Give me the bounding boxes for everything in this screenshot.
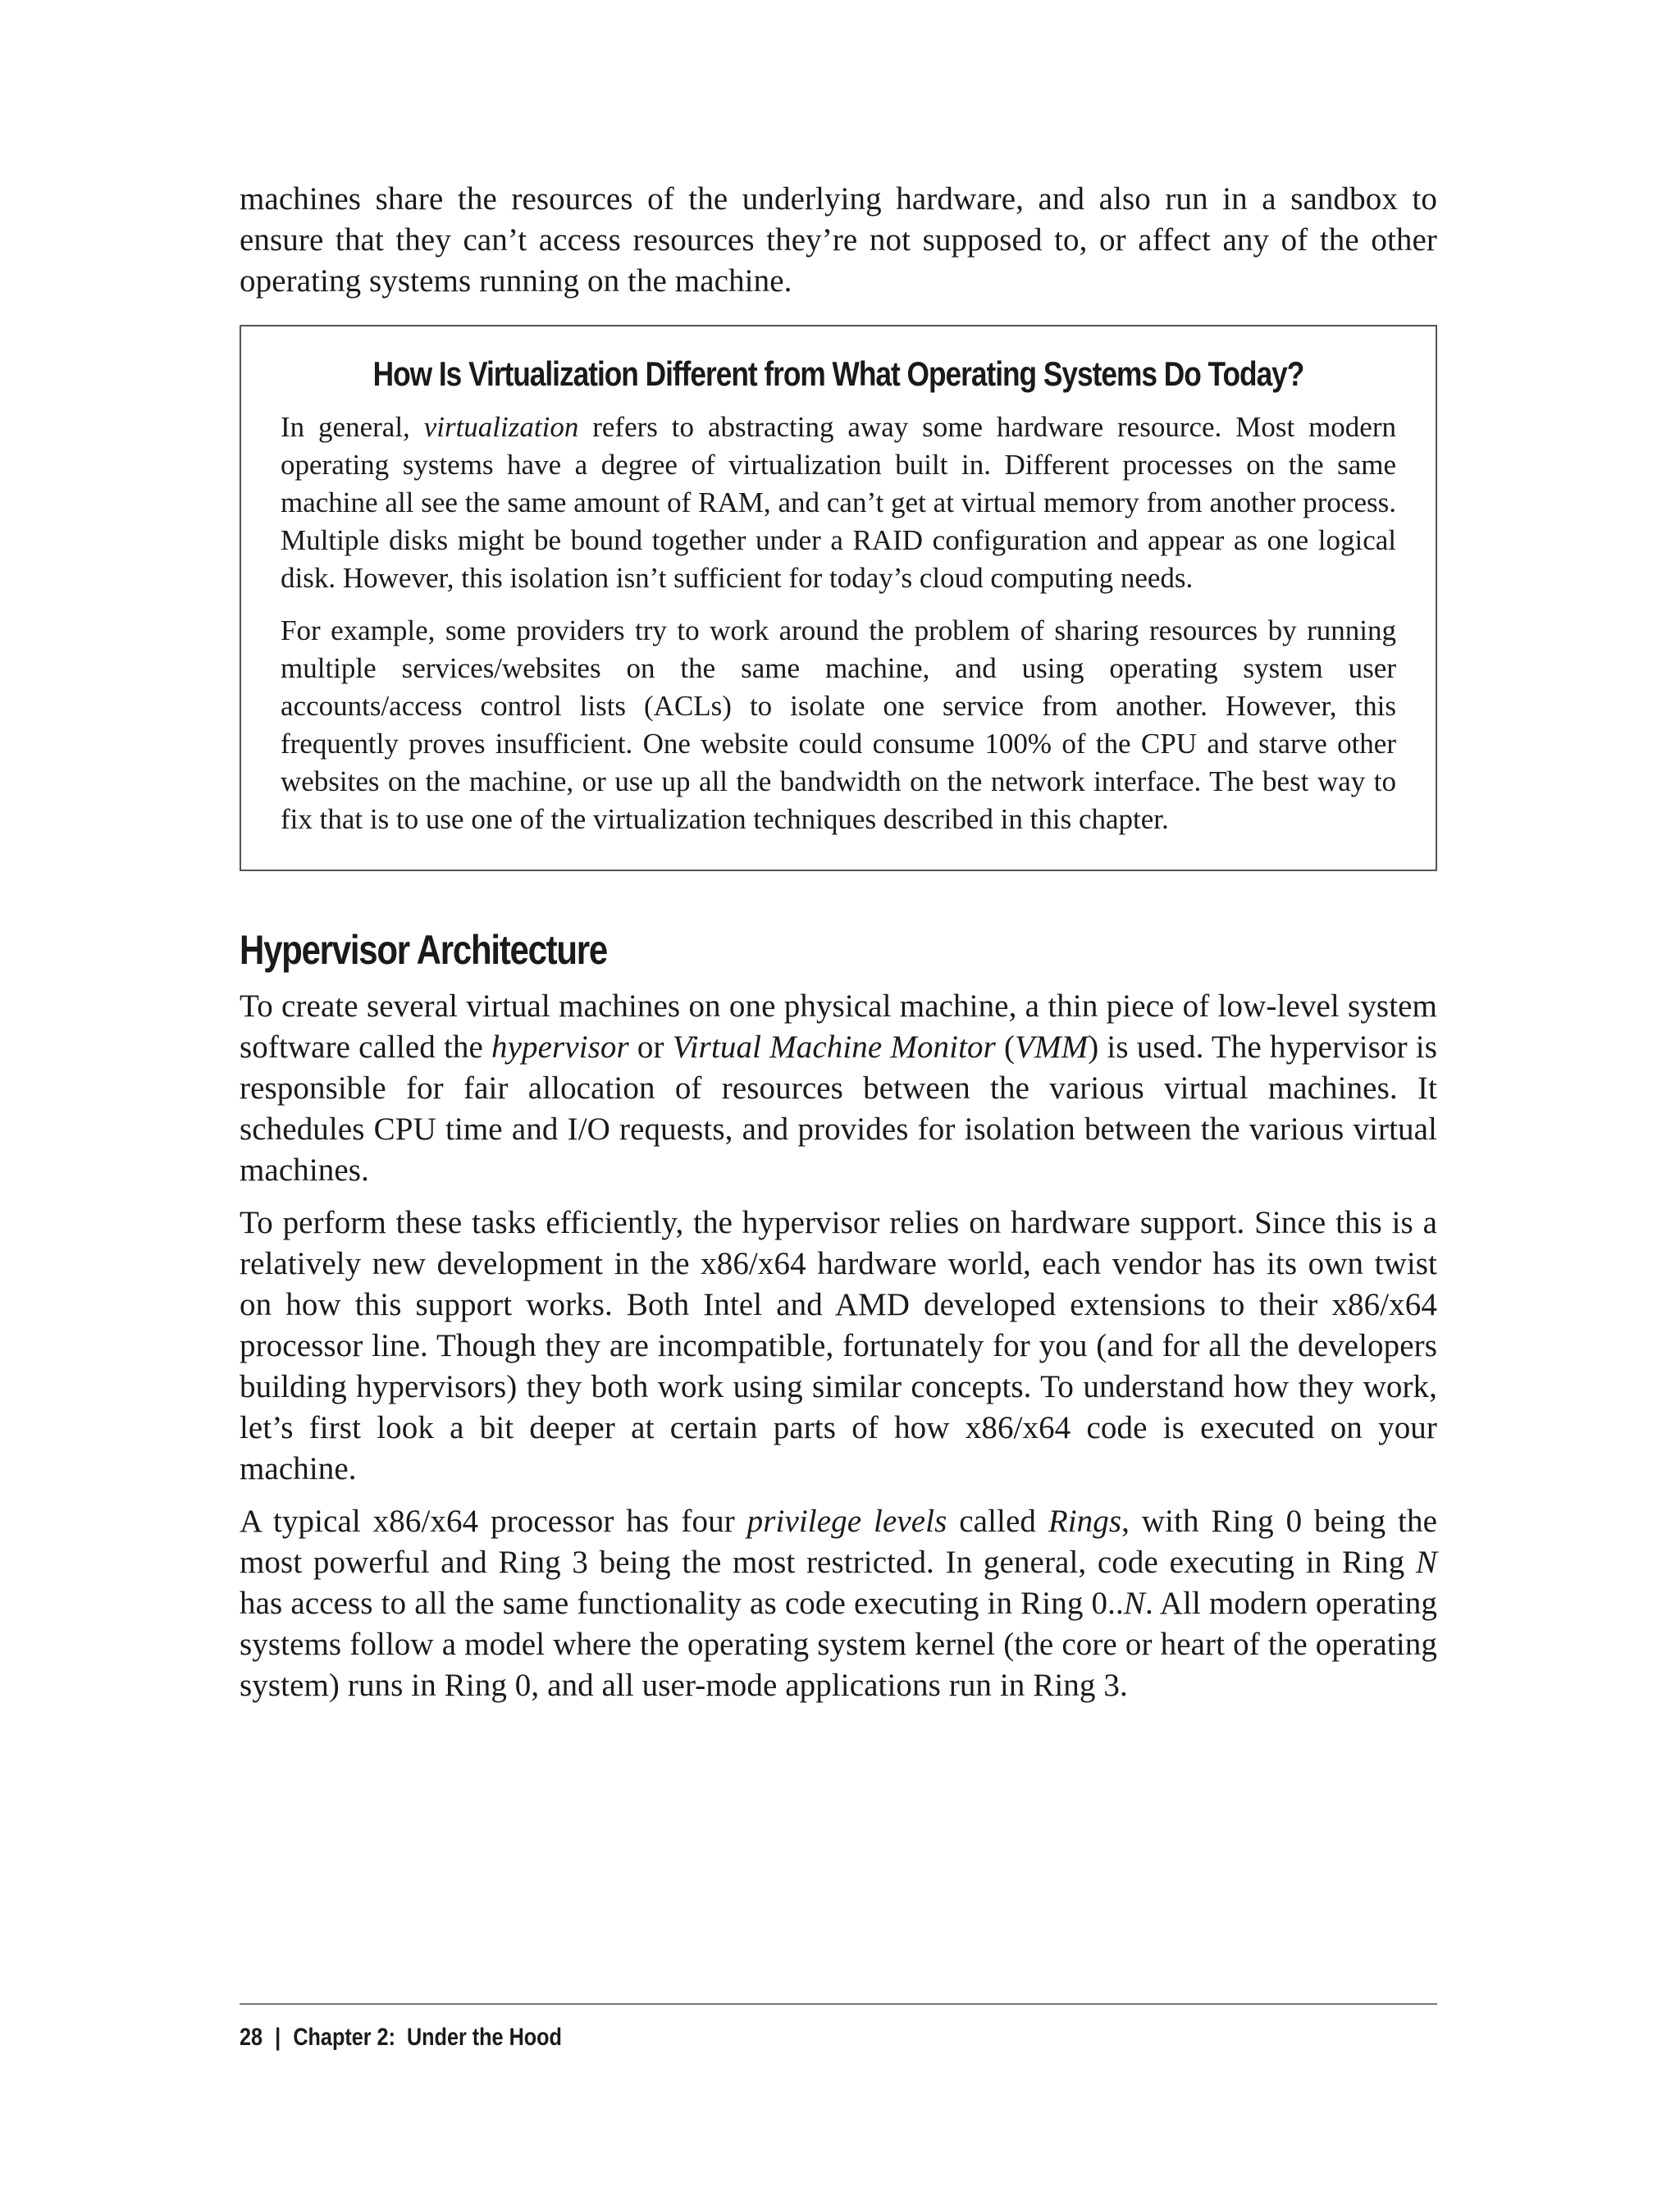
intro-paragraph: machines share the resources of the underlying hardware, and also run in a sandbox to ensure that they can’t access resources they’re not supposed to, or affect any of the other operating systems running on the machine. (240, 181, 1437, 299)
page-footer (240, 2003, 1437, 2054)
section-paragraph-1: To create several virtual machines on one physical machine, a thin piece of low-level system software called the hypervisor or Virtual Machine Monitor (VMM) is used. The hypervisor is responsible for fair allocation of resources between the various virtual machines. It schedules CPU time and I/O requests, and provides for isolation between the various virtual machines. (240, 988, 1437, 1188)
page-number: 28 (240, 2024, 263, 2051)
chapter-title: Chapter 2: Under the Hood (293, 2024, 562, 2051)
footer-separator: | (275, 2024, 281, 2051)
section-paragraph-3: A typical x86/x64 processor has four privilege levels called Rings, with Ring 0 being the most powerful and Ring 3 being the most restricted. In general, code executing in Ring N has access to all the same functionality as code executing in Ring 0..N. All modern operating systems follow a model where the operating system kernel (the core or heart of the operating system) runs in Ring 0, and all user-mode applications run in Ring 3. (240, 1504, 1437, 1703)
sidebar-title: How Is Virtualization Different from What Operating Systems Do Today? (372, 354, 1304, 393)
sidebar-paragraph-1: In general, virtualization refers to abstracting away some hardware resource. Most modern operating systems have a degree of virtualization built in. Different processes on the same machine all see the same amount of RAM, and can’t get at virtual memory from another process. Multiple disks might be bound together under a RAID configuration and appear as one logical disk. However, this isolation isn’t sufficient for today’s cloud computing needs. (281, 411, 1396, 594)
sidebar-paragraph-2: For example, some providers try to work around the problem of sharing resources by running multiple services/websites on the same machine, and using operating system user accounts/access control lists (ACLs) to isolate one service from another. However, this frequently proves insufficient. One website could consume 100% of the CPU and starve other websites on the machine, or use up all the bandwidth on the network interface. The best way to fix that is to use one of the virtualization techniques described in this chapter. (281, 614, 1396, 835)
section-paragraph-2: To perform these tasks efficiently, the hypervisor relies on hardware support. Since this is a relatively new development in the x86/x64 hardware world, each vendor has its own twist on how this support works. Both Intel and AMD developed extensions to their x86/x64 processor line. Though they are incompatible, fortunately for you (and for all the developers building hypervisors) they both work using similar concepts. To understand how they work, let’s first look a bit deeper at certain parts of how x86/x64 code is executed on your machine. (240, 1205, 1437, 1486)
section-heading: Hypervisor Architecture (240, 927, 607, 973)
sidebar-box (240, 325, 1437, 871)
page-content (240, 179, 1437, 1706)
